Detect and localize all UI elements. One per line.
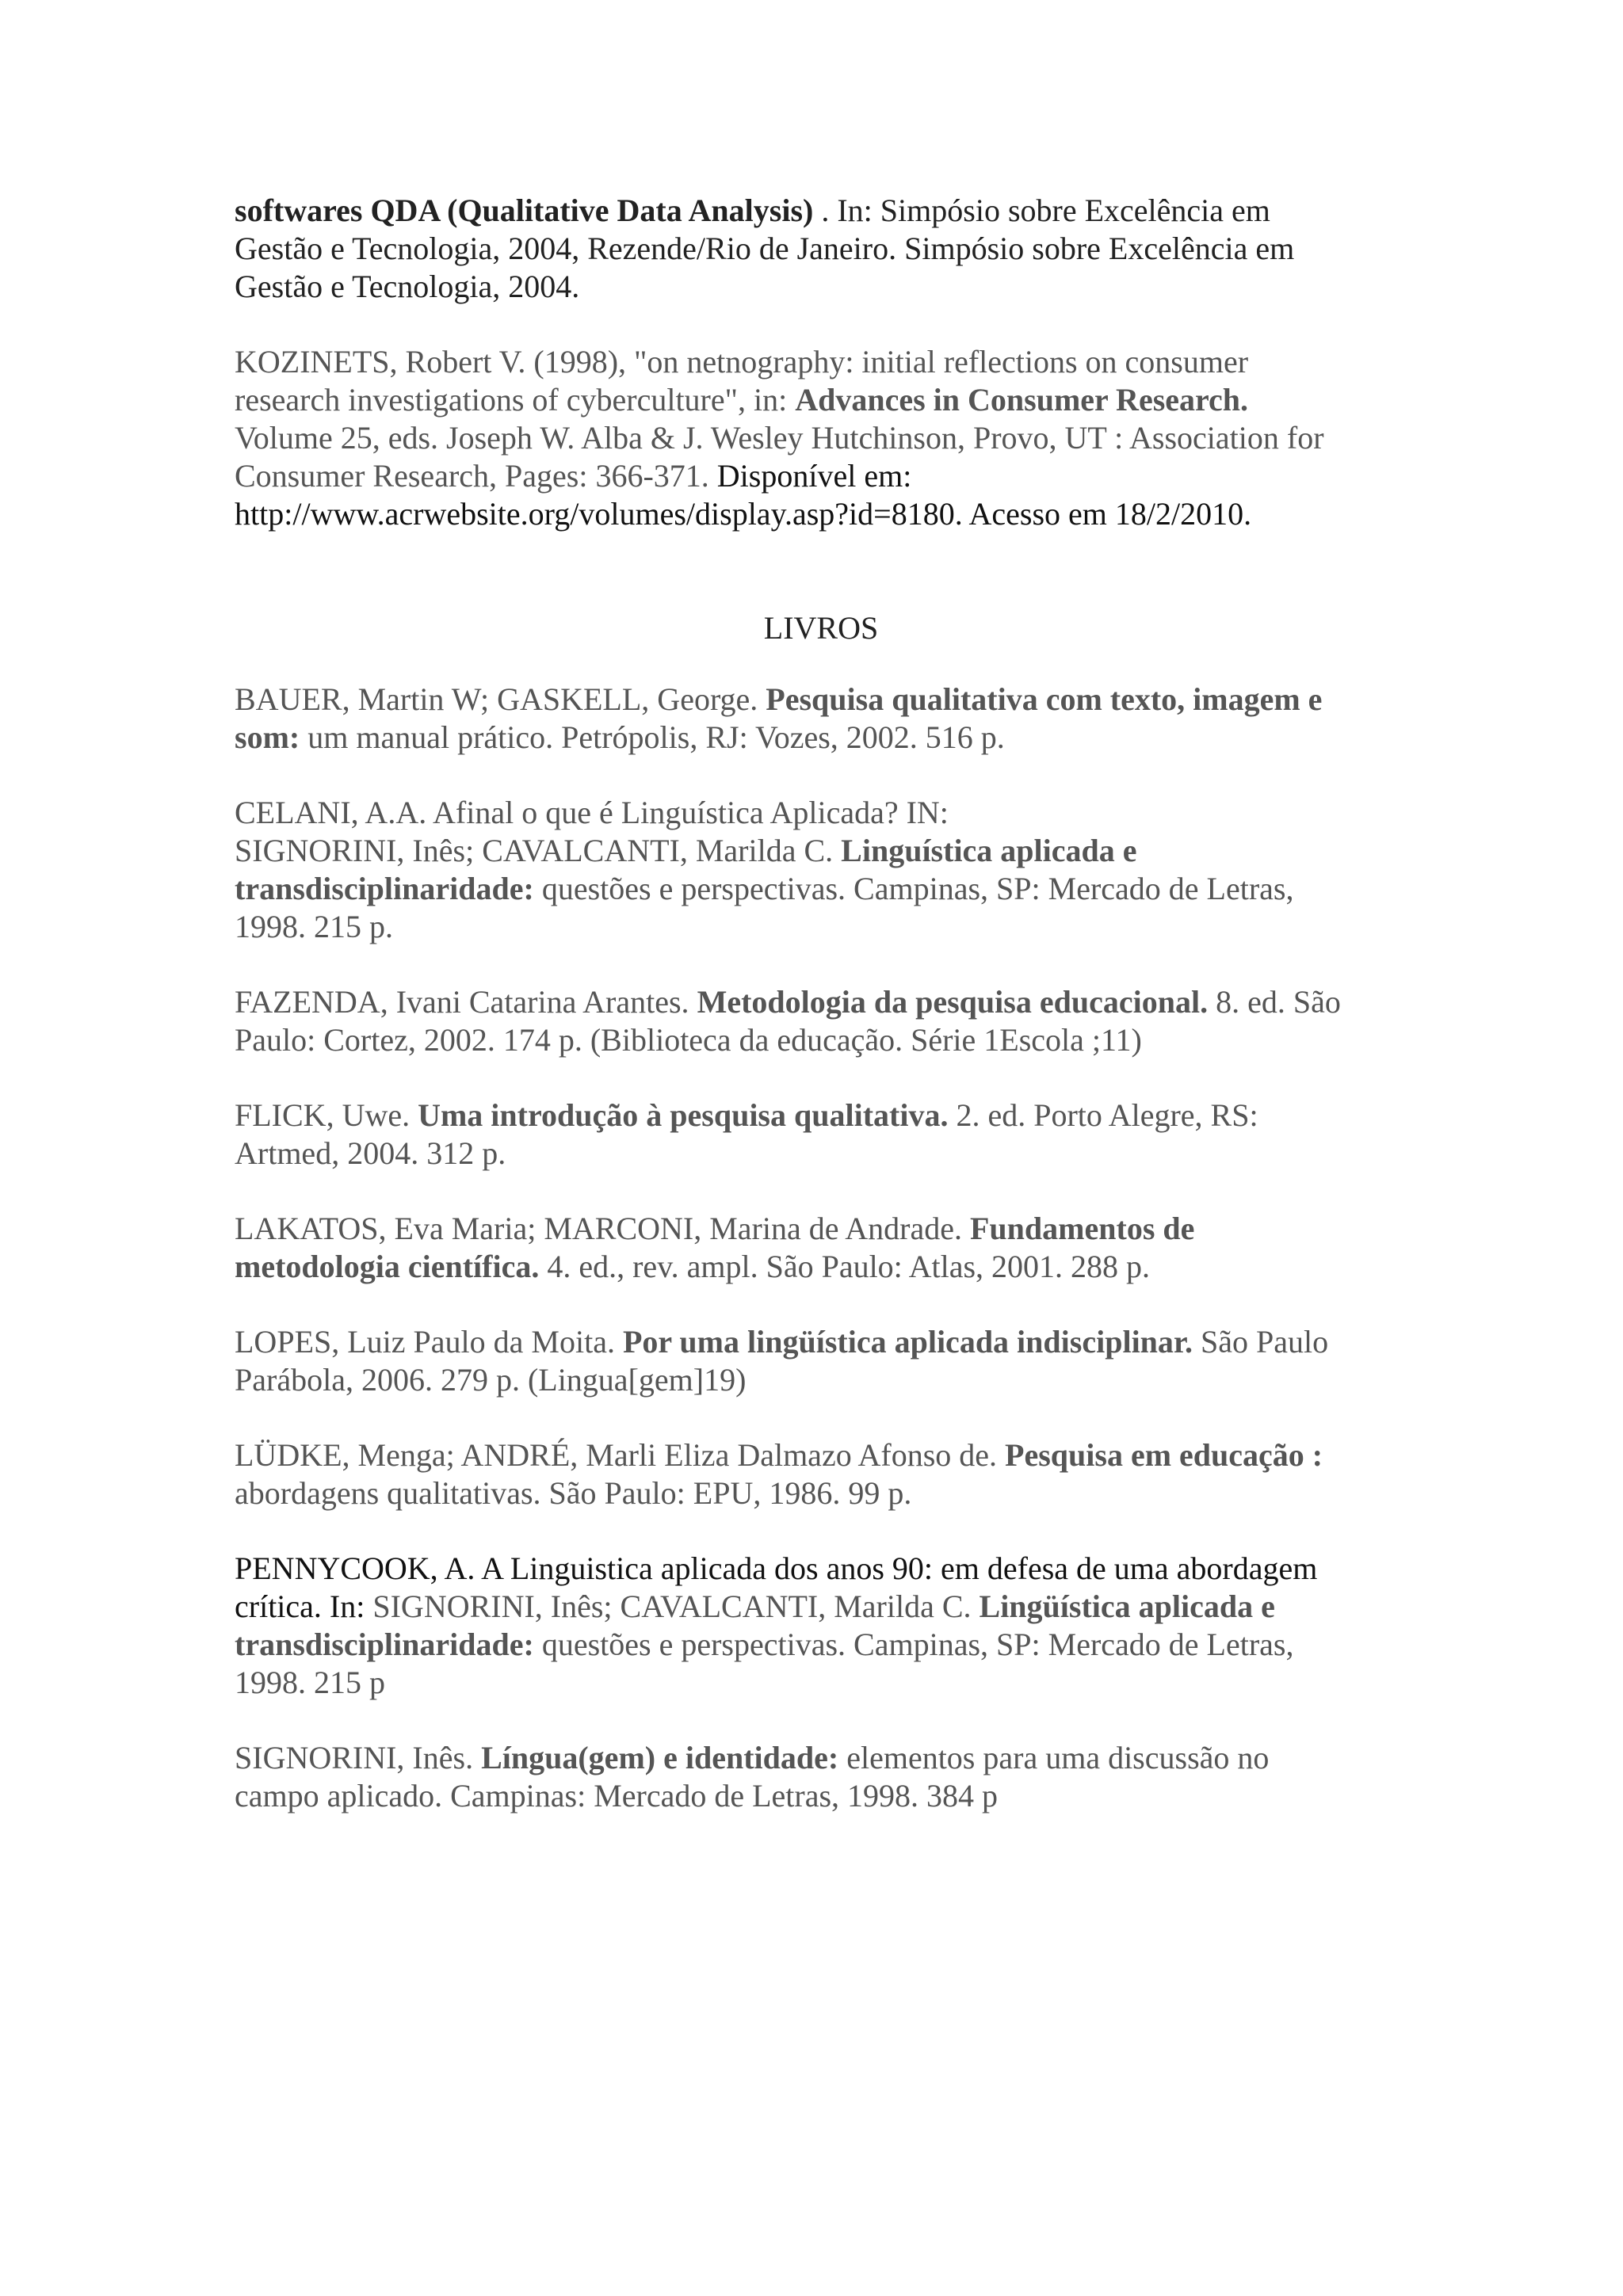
reference-title: Metodologia da pesquisa educacional. [697,984,1209,1020]
reference-line: Artmed, 2004. 312 p. [235,1135,506,1171]
reference-line: LOPES, Luiz Paulo da Moita. Por uma lingüística aplicada indisciplinar. São Paulo [235,1324,1329,1360]
reference-fazenda [235,983,1407,1059]
reference-line: LÜDKE, Menga; ANDRÉ, Marli Eliza Dalmazo Afonso de. Pesquisa em educação : [235,1437,1323,1473]
reference-lopes [235,1323,1407,1399]
bibliography [235,192,1407,1815]
reference-line: Volume 25, eds. Joseph W. Alba & J. Wesley Hutchinson, Provo, UT : Association for [235,420,1324,456]
reference-title: Linguística aplicada e [841,833,1137,868]
reference-continuation [235,192,1407,306]
reference-line: SIGNORINI, Inês; CAVALCANTI, Marilda C. Linguística aplicada e [235,833,1137,868]
reference-line: transdisciplinaridade: questões e perspectivas. Campinas, SP: Mercado de Letras, [235,871,1294,906]
reference-line: 1998. 215 p [235,1665,385,1700]
reference-kozinets [235,343,1407,533]
reference-flick [235,1097,1407,1173]
reference-line: Gestão e Tecnologia, 2004. [235,269,580,304]
reference-line: SIGNORINI, Inês. Língua(gem) e identidade: elementos para uma discussão no [235,1740,1270,1775]
reference-line: abordagens qualitativas. São Paulo: EPU, 1986. 99 p. [235,1475,912,1511]
reference-line: softwares QDA (Qualitative Data Analysis) . In: Simpósio sobre Excelência em [235,193,1270,228]
reference-title: Pesquisa qualitativa com texto, imagem e [766,681,1323,717]
reference-line: Parábola, 2006. 279 p. (Lingua[gem]19) [235,1362,747,1398]
reference-line: Gestão e Tecnologia, 2004, Rezende/Rio de Janeiro. Simpósio sobre Excelência em [235,231,1295,266]
reference-line: som: um manual prático. Petrópolis, RJ: Vozes, 2002. 516 p. [235,719,1005,755]
reference-url-line: http://www.acrwebsite.org/volumes/display.asp?id=8180. Acesso em 18/2/2010. [235,496,1252,532]
section-heading: LIVROS [763,610,879,646]
reference-title: Língua(gem) e identidade: [481,1740,839,1775]
reference-line: 1998. 215 p. [235,909,393,944]
reference-pennycook [235,1550,1407,1702]
reference-line: crítica. In: SIGNORINI, Inês; CAVALCANTI, Marilda C. Lingüística aplicada e [235,1589,1275,1624]
reference-line: CELANI, A.A. Afinal o que é Linguística Aplicada? IN: [235,795,949,830]
reference-line: campo aplicado. Campinas: Mercado de Letras, 1998. 384 p [235,1778,999,1814]
reference-line: BAUER, Martin W; GASKELL, George. Pesquisa qualitativa com texto, imagem e [235,681,1323,717]
reference-line: metodologia científica. 4. ed., rev. ampl. São Paulo: Atlas, 2001. 288 p. [235,1249,1151,1284]
reference-bauer [235,681,1407,757]
reference-lakatos [235,1210,1407,1286]
reference-title: Por uma lingüística aplicada indisciplinar. [622,1324,1193,1360]
reference-line: Paulo: Cortez, 2002. 174 p. (Biblioteca da educação. Série 1Escola ;11) [235,1022,1142,1058]
reference-title: Fundamentos de [970,1211,1195,1246]
reference-line: KOZINETS, Robert V. (1998), "on netnography: initial reflections on consumer [235,344,1249,379]
reference-line: PENNYCOOK, A. A Linguistica aplicada dos anos 90: em defesa de uma abordagem [235,1550,1318,1586]
reference-line: Consumer Research, Pages: 366-371. Disponível em: [235,458,912,494]
reference-ludke [235,1436,1407,1512]
reference-title: Lingüística aplicada e [979,1589,1275,1624]
reference-title: Uma introdução à pesquisa qualitativa. [418,1097,949,1133]
reference-signorini [235,1739,1407,1815]
reference-line: LAKATOS, Eva Maria; MARCONI, Marina de Andrade. Fundamentos de [235,1211,1195,1246]
reference-title: softwares QDA (Qualitative Data Analysis) [235,193,814,228]
reference-line: transdisciplinaridade: questões e perspectivas. Campinas, SP: Mercado de Letras, [235,1627,1294,1662]
reference-title: Pesquisa em educação : [1005,1437,1323,1473]
reference-line: FAZENDA, Ivani Catarina Arantes. Metodologia da pesquisa educacional. 8. ed. São [235,984,1341,1020]
reference-line: FLICK, Uwe. Uma introdução à pesquisa qualitativa. 2. ed. Porto Alegre, RS: [235,1097,1258,1133]
reference-celani [235,794,1407,946]
reference-line: research investigations of cyberculture", in: Advances in Consumer Research. [235,382,1249,418]
reference-title: Advances in Consumer Research. [795,382,1249,418]
